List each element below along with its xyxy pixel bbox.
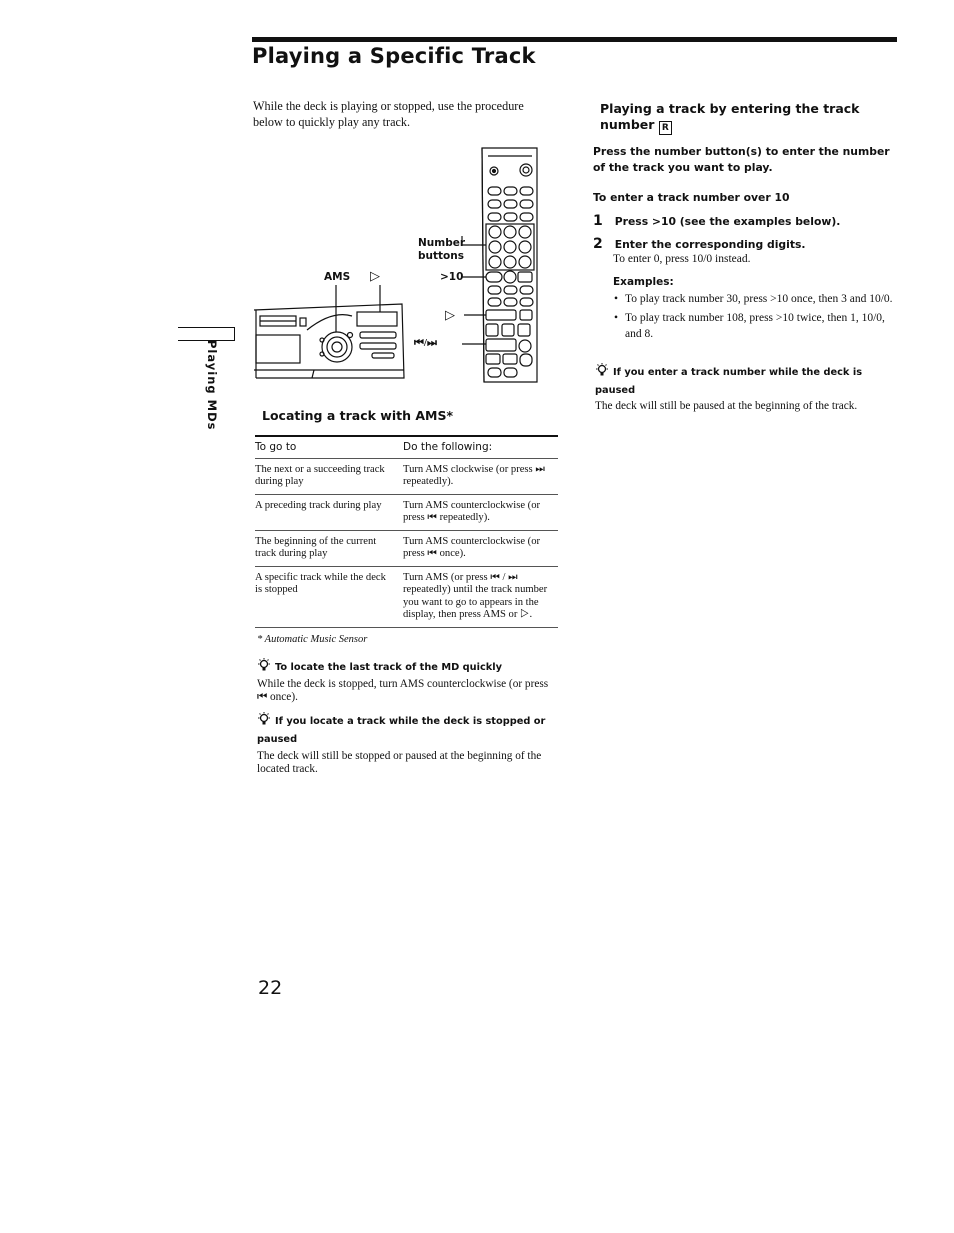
step-number: 2 xyxy=(593,236,603,252)
table-cell: Turn AMS counterclockwise (or press ⏮ once). xyxy=(403,530,558,566)
table-row xyxy=(255,494,558,530)
lightbulb-icon xyxy=(595,363,609,377)
number-buttons-label: Number buttons xyxy=(418,237,466,262)
side-tab-marker xyxy=(178,327,235,341)
table-cell: Turn AMS (or press ⏮ / ⏭ repeatedly) until the track number you want to go to appears in the display, then press AMS or ▷. xyxy=(403,566,558,627)
step-text: Press >10 (see the examples below). xyxy=(614,215,841,228)
skip-label: ⏮/⏭ xyxy=(414,337,437,349)
table-cell: Turn AMS clockwise (or press ⏭ repeatedly). xyxy=(403,458,558,494)
right-instruction: Press the number button(s) to enter the number of the track you want to play. xyxy=(593,145,890,174)
intro-paragraph: While the deck is playing or stopped, use the procedure below to quickly play any track. xyxy=(253,99,524,129)
table-row xyxy=(255,530,558,566)
table-row xyxy=(255,458,558,494)
gt10-label: >10 xyxy=(440,271,464,283)
list-item: • To play track number 108, press >10 twice, then 1, 10/0, and 8. xyxy=(614,310,897,342)
header-rule xyxy=(252,37,897,42)
col-header-do-following: Do the following: xyxy=(403,437,558,458)
side-label: Playing MDs xyxy=(205,340,219,431)
examples-list xyxy=(614,291,897,345)
tip-body: The deck will still be paused at the beginning of the track. xyxy=(595,400,858,412)
step-1 xyxy=(593,212,903,230)
tip-heading: If you locate a track while the deck is stopped or paused xyxy=(257,716,546,745)
ams-section-heading: Locating a track with AMS* xyxy=(262,408,454,423)
tip-heading: If you enter a track number while the deck is paused xyxy=(595,367,863,396)
right-subheading: To enter a track number over 10 xyxy=(593,191,790,204)
table-cell: Turn AMS counterclockwise (or press ⏮ repeatedly). xyxy=(403,494,558,530)
tip-last-track xyxy=(257,657,557,704)
table-cell: The next or a succeeding track during play xyxy=(255,458,403,494)
table-cell: The beginning of the current track during play xyxy=(255,530,403,566)
examples-label: Examples: xyxy=(613,276,674,288)
lightbulb-icon xyxy=(257,712,271,726)
table-row xyxy=(255,566,558,627)
list-item: • To play track number 30, press >10 once, then 3 and 10/0. xyxy=(614,291,897,307)
play-label: ▷ xyxy=(445,307,455,322)
page-title: Playing a Specific Track xyxy=(252,44,536,68)
table-cell: A preceding track during play xyxy=(255,494,403,530)
tip-paused xyxy=(595,362,895,413)
tip-stopped-paused xyxy=(257,711,557,776)
right-heading: Playing a track by entering the track number R xyxy=(600,101,860,133)
ams-play-symbol: ▷ xyxy=(370,268,380,283)
ams-table xyxy=(255,437,558,628)
ams-footnote: * Automatic Music Sensor xyxy=(257,634,368,645)
step-number: 1 xyxy=(593,213,603,229)
col-header-to-go-to: To go to xyxy=(255,437,403,458)
ams-table-wrap xyxy=(255,437,558,628)
device-illustration xyxy=(252,140,552,390)
page-number: 22 xyxy=(258,977,283,999)
lightbulb-icon xyxy=(257,658,271,672)
deck-and-remote-drawing xyxy=(252,140,552,390)
remote-icon: R xyxy=(659,121,672,135)
tip-heading: To locate the last track of the MD quickly xyxy=(275,662,503,673)
ams-label: AMS xyxy=(324,271,351,283)
tip-body: While the deck is stopped, turn AMS counterclockwise (or press ⏮ once). xyxy=(257,678,549,703)
step-2-detail: To enter 0, press 10/0 instead. xyxy=(613,253,751,265)
step-text: Enter the corresponding digits. xyxy=(614,238,806,251)
table-cell: A specific track while the deck is stopped xyxy=(255,566,403,627)
ams-table-header-row xyxy=(255,437,558,458)
tip-body: The deck will still be stopped or paused at the beginning of the located track. xyxy=(257,750,542,775)
step-2 xyxy=(593,235,903,253)
